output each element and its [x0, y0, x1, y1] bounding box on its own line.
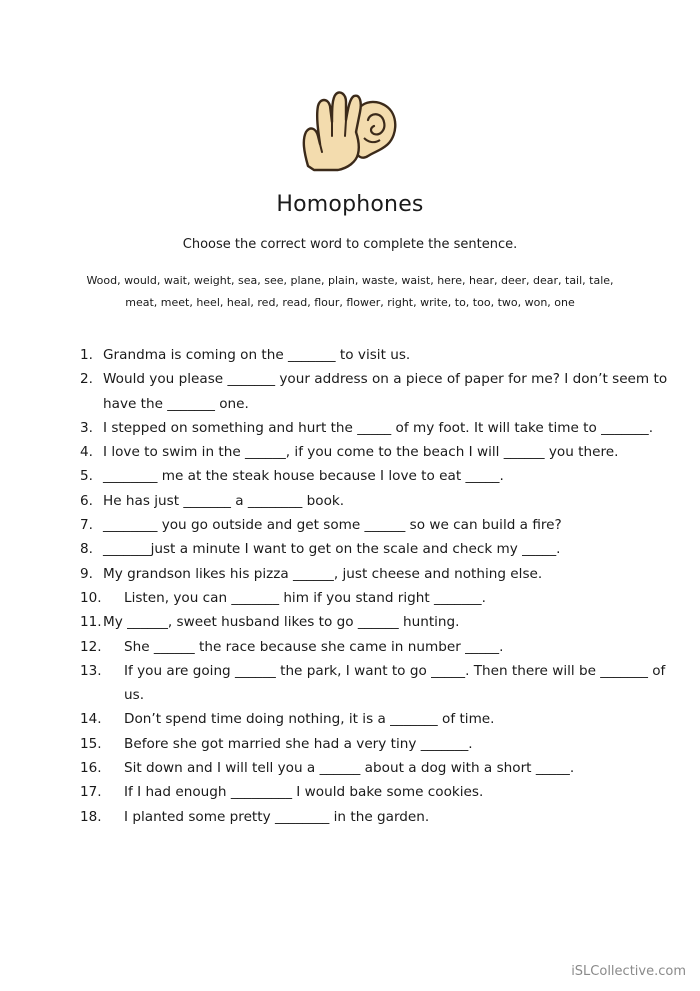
question-item [80, 464, 670, 488]
word-bank [30, 270, 670, 314]
question-item [80, 610, 670, 634]
question-number: 4. [80, 444, 93, 461]
question-text: She ______ the race because she came in number _____. [124, 638, 504, 655]
word-bank-line: meat, meet, heel, heal, red, read, flour, flower, right, write, to, too, two, won, one [125, 296, 575, 309]
question-number: 16. [80, 760, 102, 777]
question-item [80, 562, 670, 586]
question-number: 17. [80, 784, 102, 801]
question-number: 12. [80, 638, 102, 655]
question-number: 13. [80, 662, 102, 679]
question-number: 3. [80, 419, 93, 436]
question-text: Before she got married she had a very tiny _______. [124, 735, 473, 752]
question-item [80, 756, 670, 780]
watermark: iSLCollective.com [571, 964, 686, 979]
question-text: Listen, you can _______ him if you stand right _______. [124, 589, 486, 606]
word-bank-line: Wood, would, wait, weight, sea, see, plane, plain, waste, waist, here, hear, deer, dear, tail, tale, [86, 274, 614, 287]
question-text: My ______, sweet husband likes to go ______ hunting. [103, 614, 460, 631]
question-number: 18. [80, 808, 102, 825]
question-number: 2. [80, 371, 93, 388]
question-text: Would you please _______ your address on a piece of paper for me? I don’t seem to have the _______ one. [103, 371, 668, 412]
question-list [80, 343, 670, 829]
question-number: 6. [80, 492, 93, 509]
question-text: If I had enough _________ I would bake some cookies. [124, 784, 484, 801]
question-number: 9. [80, 565, 93, 582]
question-number: 7. [80, 517, 93, 534]
question-item [80, 732, 670, 756]
question-number: 1. [80, 347, 93, 363]
question-text: I stepped on something and hurt the _____ of my foot. It will take time to _______. [103, 419, 654, 436]
question-text: If you are going ______ the park, I want to go _____. Then there will be _______ of us. [124, 662, 666, 704]
question-number: 14. [80, 711, 102, 728]
question-item [80, 367, 670, 416]
question-text: Sit down and I will tell you a ______ about a dog with a short _____. [124, 760, 575, 777]
question-number: 10. [80, 589, 102, 606]
question-item [80, 513, 670, 537]
question-text: Don’t spend time doing nothing, it is a _______ of time. [124, 711, 495, 728]
hand-cupped-ear-icon [298, 86, 402, 172]
question-item [80, 440, 670, 464]
question-text: I love to swim in the ______, if you come to the beach I will ______ you there. [103, 444, 619, 461]
question-text: Grandma is coming on the _______ to visit us. [103, 347, 411, 363]
question-number: 15. [80, 735, 102, 752]
question-text: ________ you go outside and get some ______ so we can build a fire? [103, 517, 562, 534]
question-item [80, 586, 670, 610]
question-item [80, 416, 670, 440]
question-text: My grandson likes his pizza ______, just cheese and nothing else. [103, 565, 543, 582]
question-item [80, 805, 670, 829]
question-item [80, 343, 670, 367]
page-title: Homophones [276, 192, 424, 217]
question-number: 8. [80, 541, 93, 558]
question-text: I planted some pretty ________ in the garden. [124, 808, 430, 825]
question-item [80, 489, 670, 513]
question-item [80, 659, 670, 708]
question-item [80, 537, 670, 561]
question-text: ________ me at the steak house because I love to eat _____. [103, 468, 504, 485]
question-text: He has just _______ a ________ book. [103, 492, 345, 509]
question-item [80, 635, 670, 659]
question-text: _______just a minute I want to get on the scale and check my _____. [103, 541, 561, 558]
question-number: 5. [80, 468, 93, 485]
question-item [80, 707, 670, 731]
question-number: 11. [80, 614, 102, 631]
question-item [80, 780, 670, 804]
instruction-text: Choose the correct word to complete the sentence. [182, 237, 518, 252]
